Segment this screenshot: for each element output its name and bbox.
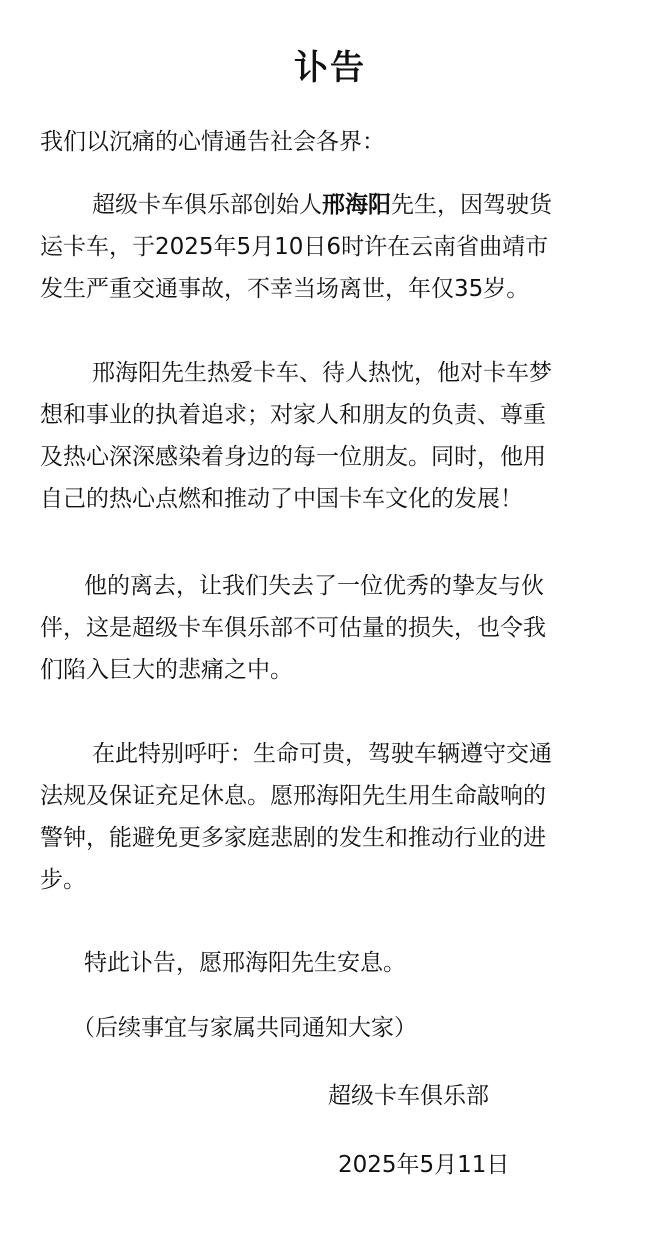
paragraph-line: 自己的热心点燃和推动了中国卡车文化的发展！ xyxy=(40,486,523,512)
paragraph-tribute xyxy=(40,352,630,520)
paragraph-line: 们陷入巨大的悲痛之中。 xyxy=(40,657,293,683)
paragraph-line xyxy=(40,184,630,226)
paragraph-line: 运卡车，于2025年5月10日6时许在云南省曲靖市 xyxy=(40,234,549,260)
paragraph-loss xyxy=(40,565,630,691)
paragraph-line: 邢海阳先生热爱卡车、待人热忱，他对卡车梦 xyxy=(92,360,552,386)
paragraph-line: 步。 xyxy=(40,867,86,893)
signature-organization: 超级卡车俱乐部 xyxy=(328,1083,489,1109)
paragraph-line: 伴，这是超级卡车俱乐部不可估量的损失，也令我 xyxy=(40,615,546,641)
paragraph-appeal xyxy=(40,733,630,901)
document-date: 2025年5月11日 xyxy=(338,1152,510,1178)
closing-statement: 特此讣告，愿邢海阳先生安息。 xyxy=(84,950,406,976)
text-segment: 先生，因驾驶货 xyxy=(391,192,552,218)
paragraph-line: 他的离去，让我们失去了一位优秀的挚友与伙 xyxy=(84,573,544,599)
paragraph-line: 发生严重交通事故，不幸当场离世，年仅35岁。 xyxy=(40,276,530,302)
document-title: 讣告 xyxy=(294,48,366,88)
founder-name: 邢海阳 xyxy=(322,192,391,218)
paragraph-line: 及热心深深感染着身边的每一位朋友。同时，他用 xyxy=(40,444,546,470)
paragraph-line: 警钟，能避免更多家庭悲剧的发生和推动行业的进 xyxy=(40,825,546,851)
salutation: 我们以沉痛的心情通告社会各界： xyxy=(40,129,385,155)
paragraph-announcement xyxy=(40,184,630,310)
text-segment: 超级卡车俱乐部创始人 xyxy=(92,192,322,218)
paragraph-line: 想和事业的执着追求；对家人和朋友的负责、尊重 xyxy=(40,402,546,428)
paragraph-line: 法规及保证充足休息。愿邢海阳先生用生命敲响的 xyxy=(40,783,546,809)
paragraph-line: 在此特别呼吁：生命可贵，驾驶车辆遵守交通 xyxy=(92,741,552,767)
follow-up-note: （后续事宜与家属共同通知大家） xyxy=(72,1015,417,1041)
